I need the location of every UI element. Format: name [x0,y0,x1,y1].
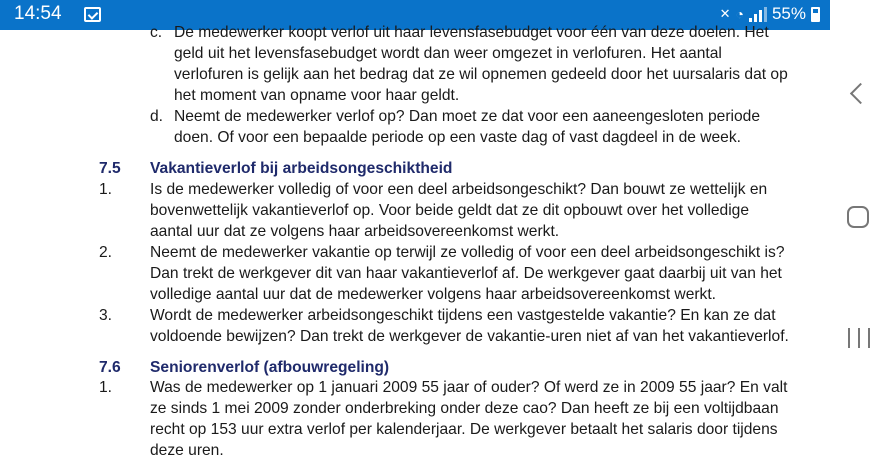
text-line: Wordt de medewerker arbeidsongeschikt tijdens een vastgestelde vakantie? En kan ze dat [150,307,776,324]
section-number: 7.5 [99,160,121,177]
signal-icon [749,7,767,22]
list-number: 1. [99,181,113,198]
text-line: verlofuren is gelijk aan het bedrag dat ze wil opnemen gedeeld door het uursalaris dat op [174,66,788,83]
back-icon[interactable] [850,83,871,104]
text-line: Neemt de medewerker verlof op? Dan moet ze dat voor een aaneengesloten periode [174,108,760,125]
text-line: Neemt de medewerker vakantie op terwijl ze volledig of voor een deel arbeidsongeschikt is? [150,244,785,261]
navigation-bar [830,0,888,432]
text-line: bovenwettelijk vakantieverlof op. Voor beide geldt dat ze dit opbouwt over het volledige [150,202,750,219]
text-line: Is de medewerker volledig of voor een deel arbeidsongeschikt? Dan bouwt ze wettelijk en [150,181,768,198]
section-number: 7.6 [99,359,121,376]
section-title: Seniorenverlof (afbouwregeling) [150,359,390,376]
text-line: recht op 153 uur extra verlof per kalenderjaar. De werkgever betaalt het salaris door tijdens [150,421,778,438]
text-line: geld uit het levensfasebudget wordt dan weer omgezet in verlofuren. Het aantal [174,45,722,62]
text-line: Was de medewerker op 1 januari 2009 55 jaar of ouder? Of werd ze in 2009 55 jaar? En valt [150,379,788,396]
text-line: doen. Of voor een bepaalde periode op een vaste dag of vast dagdeel in de week. [174,129,741,146]
status-time: 14:54 [14,3,62,24]
notification-check-icon [84,7,101,22]
document-page [0,24,830,459]
recent-apps-icon[interactable] [848,328,870,348]
status-right [720,4,820,24]
section-title: Vakantieverlof bij arbeidsongeschiktheid [150,160,453,177]
list-label: d. [150,108,164,125]
list-number: 3. [99,307,113,324]
text-line: deze uren. [150,442,224,459]
home-icon[interactable] [847,206,869,228]
wifi-icon: ◔ [735,6,744,22]
text-line: aantal uur dat ze volgens haar arbeidsovereenkomst werkt. [150,223,560,240]
text-line: het moment van opname voor haar geldt. [174,87,460,104]
battery-icon [811,7,820,22]
list-number: 2. [99,244,113,261]
text-line: voldoende bewijzen? Dan trekt de werkgever de vakantie-uren niet af van het vakantieverlof. [150,328,789,345]
mute-icon: ✕ [719,6,731,21]
text-line: ze sinds 1 mei 2009 zonder onderbreking onder deze cao? Dan heeft ze bij een voltijdbaan [150,400,779,417]
list-label: c. [150,24,163,41]
text-line: Dan trekt de werkgever dit van haar vakantieverlof af. De werkgever gaat daarbij uit van het [150,265,782,282]
text-line: De medewerker koopt verlof uit haar levensfasebudget voor één van deze doelen. Het [174,24,769,41]
list-number: 1. [99,379,113,396]
battery-level: 55% [771,4,806,23]
text-line: volledige aantal uur dat de medewerker volgens haar arbeidsovereenkomst werkt. [150,286,717,303]
